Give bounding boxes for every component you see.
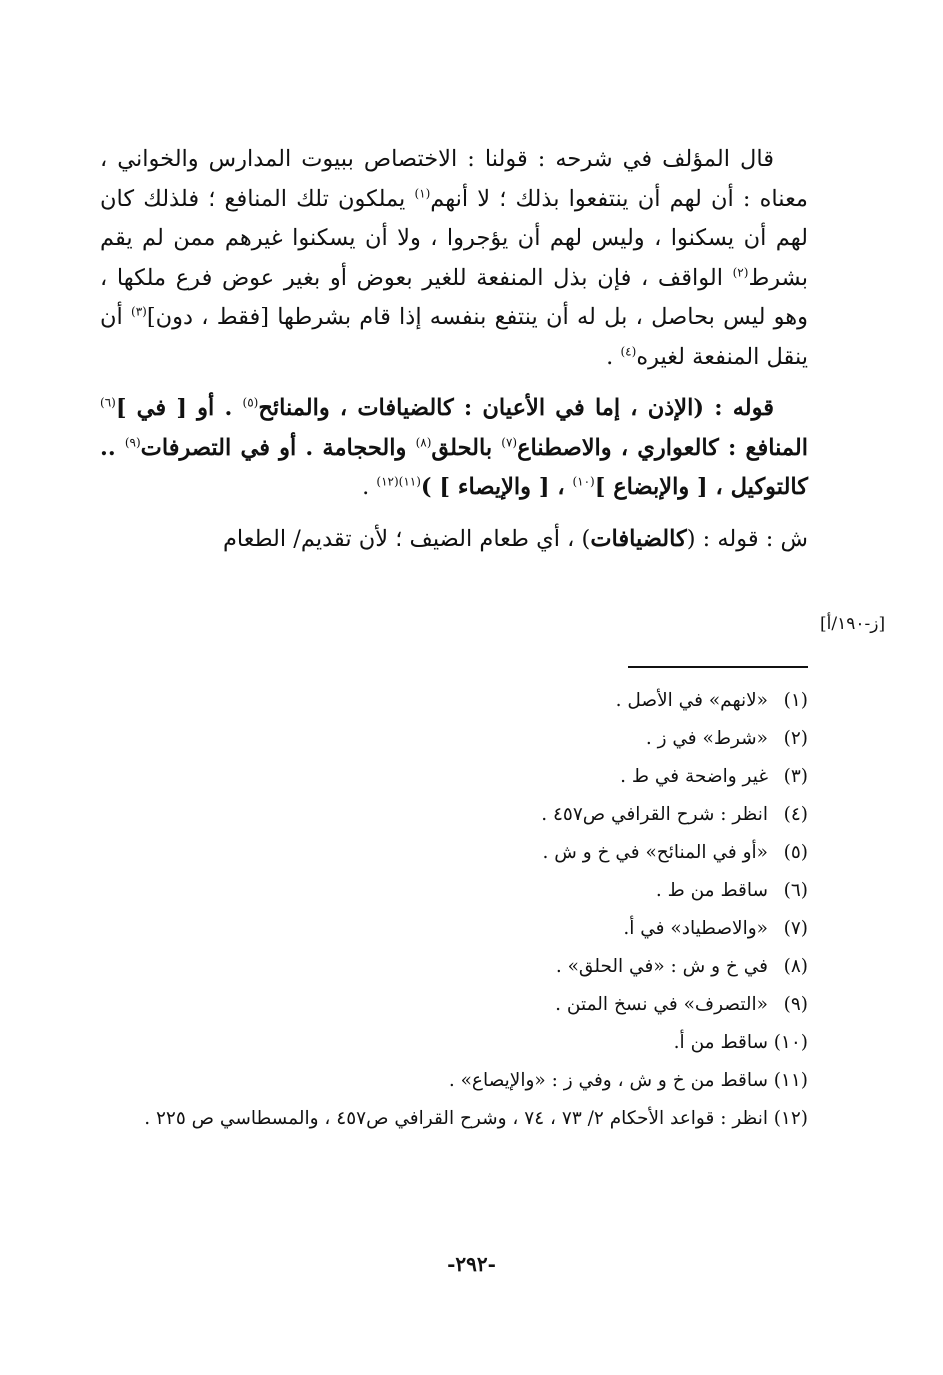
footnote-number: (١) <box>783 690 808 711</box>
footnote-text: غير واضحة في ط . <box>620 766 768 787</box>
footnote-ref-4[interactable]: (٤) <box>620 344 637 358</box>
footnote-number: (١١) <box>773 1070 808 1091</box>
footnote-text: «والاصطياد» في أ. <box>623 918 768 939</box>
footnote-item <box>100 910 808 948</box>
footnote-text: «لانهم» في الأصل . <box>615 690 768 711</box>
footnote-item <box>100 1100 808 1138</box>
footnote-number: (٧) <box>783 918 808 939</box>
footnote-ref-6[interactable]: (٦) <box>100 395 116 410</box>
footnote-text: «أو في المنائح» في خ و ش . <box>542 842 768 863</box>
footnote-text: «شرط» في ز . <box>645 728 768 749</box>
footnote-ref-11[interactable]: (١١) <box>398 474 421 489</box>
text-segment: ش : قوله : ( <box>686 525 808 552</box>
footnote-number: (١٢) <box>773 1108 808 1129</box>
bold-term: كالضيافات <box>590 525 687 552</box>
footnote-number: (٣) <box>783 766 808 787</box>
text-segment: بالحلق <box>431 434 502 461</box>
footnotes <box>100 682 808 1138</box>
text-segment: يملكون تلك المنافع ؛ فلذلك كان لهم أن يسكنوا ، وليس لهم أن يؤجروا ، ولا أن يسكنوا غيرهم ممن لم يقم بشرط <box>100 185 808 291</box>
footnote-item <box>100 720 808 758</box>
footnote-ref-10[interactable]: (١٠) <box>572 474 595 489</box>
footnote-ref-2[interactable]: (٢) <box>732 265 749 279</box>
footnote-item <box>100 1024 808 1062</box>
footnote-ref-12[interactable]: (١٢) <box>376 474 399 489</box>
footnote-number: (٩) <box>783 994 808 1015</box>
footnote-item <box>100 758 808 796</box>
footnote-number: (٢) <box>783 728 808 749</box>
text-segment: قوله : (الإذن ، إما في الأعيان : كالضيافات ، والمنائح <box>258 395 774 421</box>
footnote-number: (١٠) <box>773 1032 808 1053</box>
footnote-item <box>100 796 808 834</box>
footnote-text: في خ و ش : «في الحلق» . <box>555 956 768 977</box>
footnote-item <box>100 986 808 1024</box>
footnote-item <box>100 1062 808 1100</box>
text-segment: .. كالتوكيل ، [ والإبضاع ] <box>100 434 808 500</box>
footnote-ref-7[interactable]: (٧) <box>501 435 518 449</box>
footnote-ref-5[interactable]: (٥) <box>242 395 259 410</box>
footnote-number: (٨) <box>783 956 808 977</box>
footnote-item <box>100 872 808 910</box>
text-segment: الواقف ، فإن بذل المنفعة للغير بعوض أو بغير عوض فرع ملكها ، وهو ليس بحاصل ، بل له أن ينتفع بنفسه إذا قام بشرطها [فقط ، دون] <box>100 264 808 330</box>
footnote-item <box>100 682 808 720</box>
text-segment: . أو [ في ] <box>115 395 243 421</box>
page-number: -٢٩٢- <box>447 1252 496 1276</box>
text-segment: . <box>606 343 621 370</box>
footnote-number: (٦) <box>783 880 808 901</box>
footnote-item <box>100 948 808 986</box>
footnote-ref-9[interactable]: (٩) <box>124 435 141 449</box>
manuscript-folio-reference: [ز-١٩٠/أ] <box>820 614 886 634</box>
text-segment: والحجامة . أو في التصرفات <box>140 434 416 461</box>
footnote-text: انظر : قواعد الأحكام ٢/ ٧٣ ، ٧٤ ، وشرح القرافي ص٤٥٧ ، والمسطاسي ص ٢٢٥ . <box>144 1108 768 1129</box>
footnote-text: ساقط من خ و ش ، وفي ز : «والإيصاع» . <box>448 1070 768 1091</box>
text-segment: المنافع : كالعواري ، والاصطناع <box>517 434 809 461</box>
paragraph-matn-quote <box>100 389 808 508</box>
text-segment: . <box>362 474 377 500</box>
footnote-text: ساقط من أ. <box>673 1032 768 1053</box>
footnote-text: انظر : شرح القرافي ص٤٥٧ . <box>541 804 768 825</box>
main-text <box>100 140 808 559</box>
footnote-ref-3[interactable]: (٣) <box>131 304 147 319</box>
footnote-number: (٥) <box>783 842 808 863</box>
text-segment: ، [ والإيصاء ] ) <box>420 474 573 500</box>
text-segment: قال المؤلف في شرحه : قولنا : الاختصاص ببيوت المدارس والخواني ، معناه : أن لهم أن ينتفعوا بذلك ؛ لا أنهم <box>100 146 808 212</box>
footnote-item <box>100 834 808 872</box>
footnote-ref-1[interactable]: (١) <box>414 186 431 200</box>
footnote-separator <box>628 666 808 668</box>
text-segment: ) ، أي طعام الضيف ؛ لأن تقديم/ الطعام <box>222 525 591 552</box>
paragraph-sharh <box>100 520 808 560</box>
text-segment: أن ينقل المنفعة لغيره <box>100 304 808 370</box>
footnote-text: «التصرف» في نسخ المتن . <box>555 994 768 1015</box>
footnote-number: (٤) <box>783 804 808 825</box>
footnote-text: ساقط من ط . <box>655 880 768 901</box>
paragraph-author-commentary <box>100 140 808 377</box>
footnote-ref-8[interactable]: (٨) <box>415 435 432 449</box>
